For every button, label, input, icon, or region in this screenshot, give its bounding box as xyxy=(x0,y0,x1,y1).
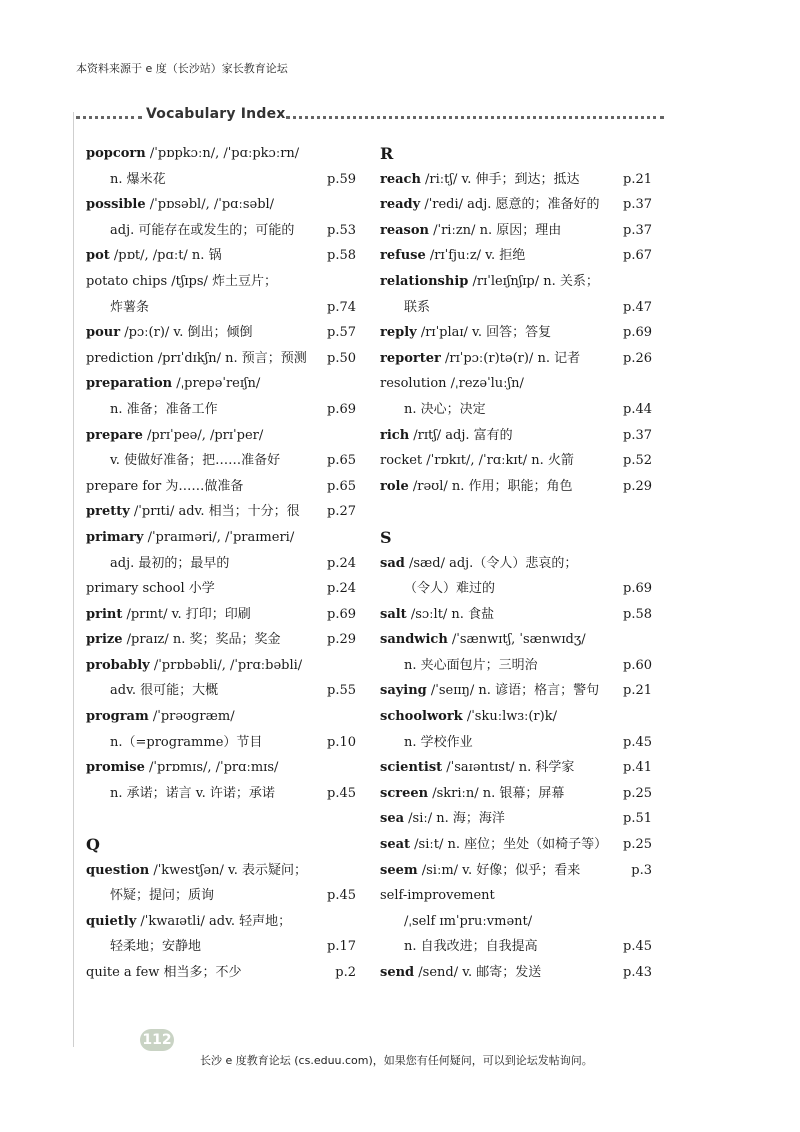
page-ref: p.69 xyxy=(327,606,356,622)
index-entry xyxy=(86,909,356,935)
definition: adj. 可能存在或发生的；可能的 xyxy=(110,222,295,238)
page-ref: p.69 xyxy=(623,581,652,597)
page-ref: p.53 xyxy=(327,222,356,238)
index-entry xyxy=(380,295,652,321)
page-ref: p.37 xyxy=(623,197,652,213)
headword: prediction xyxy=(86,350,154,366)
index-entry xyxy=(86,499,356,525)
entry-text xyxy=(380,218,561,244)
page-ref: p.41 xyxy=(623,760,652,776)
definition: /pɔː(r)/ v. 倒出；倾倒 xyxy=(120,325,253,341)
page-ref: p.45 xyxy=(327,785,356,801)
page-ref: p.45 xyxy=(623,734,652,750)
headword: rocket xyxy=(380,453,423,469)
definition: /rəʊl/ n. 作用；职能；角色 xyxy=(408,478,573,494)
entry-text xyxy=(86,627,281,653)
headword: scientist xyxy=(380,760,443,776)
entry-text xyxy=(86,704,235,730)
index-entry xyxy=(380,781,652,807)
entry-text xyxy=(86,525,294,551)
definition: /ˈkwestʃən/ v. 表示疑问； xyxy=(149,862,308,878)
index-entry xyxy=(380,192,652,218)
headword: salt xyxy=(380,606,407,622)
entry-text xyxy=(380,781,564,807)
entry-text xyxy=(86,934,201,960)
page-ref: p.24 xyxy=(327,555,356,571)
entry-text xyxy=(380,909,532,935)
definition: /ˈrɒkɪt/, /ˈrɑːkɪt/ n. 火箭 xyxy=(422,453,574,469)
headword: pretty xyxy=(86,504,130,520)
definition: n. 学校作业 xyxy=(404,734,473,750)
index-entry xyxy=(380,883,652,909)
entry-text xyxy=(380,167,580,193)
index-entry xyxy=(380,909,652,935)
page-ref: p.57 xyxy=(327,325,356,341)
headword: quietly xyxy=(86,913,137,929)
index-entry xyxy=(86,141,356,167)
page-ref: p.26 xyxy=(623,350,652,366)
index-entry xyxy=(86,397,356,423)
entry-text xyxy=(380,653,538,679)
index-entry xyxy=(380,627,652,653)
entry-text xyxy=(380,269,599,295)
headword: popcorn xyxy=(86,146,146,161)
definition: /rɪtʃ/ adj. 富有的 xyxy=(409,427,513,443)
entry-text xyxy=(86,243,222,269)
page-ref: p.3 xyxy=(631,862,652,878)
headword: print xyxy=(86,606,123,622)
index-entry xyxy=(380,269,652,295)
margin-rule xyxy=(73,112,74,1047)
definition: /prɪˈdɪkʃn/ n. 预言；预测 xyxy=(153,350,307,366)
page-ref: p.59 xyxy=(327,171,356,187)
definition: /skriːn/ n. 银幕；屏幕 xyxy=(428,785,565,801)
index-entry xyxy=(86,474,356,500)
headword: sea xyxy=(380,811,405,827)
entry-text xyxy=(86,781,275,807)
definition: /send/ v. 邮寄；发送 xyxy=(414,965,542,980)
entry-text xyxy=(86,218,294,244)
index-entry xyxy=(380,653,652,679)
entry-text xyxy=(86,269,277,295)
page-ref: p.51 xyxy=(623,811,652,827)
definition: （令人）难过的 xyxy=(404,581,496,597)
index-entry xyxy=(380,858,652,884)
index-entry xyxy=(86,883,356,909)
letter-heading: R xyxy=(380,144,394,163)
definition: /ˈprəʊgræm/ xyxy=(148,709,235,725)
headword: relationship xyxy=(380,273,469,289)
page-ref: p.45 xyxy=(327,888,356,904)
index-entry xyxy=(86,218,356,244)
definition: n.（=programme）节目 xyxy=(110,734,263,750)
index-entry xyxy=(380,934,652,960)
entry-text xyxy=(380,858,580,884)
index-entry xyxy=(380,960,652,986)
spacer xyxy=(380,499,652,525)
headword: sad xyxy=(380,555,405,571)
page-ref: p.44 xyxy=(623,401,652,417)
headword: sandwich xyxy=(380,632,448,648)
index-entry xyxy=(86,678,356,704)
headword: pot xyxy=(86,248,110,264)
entry-text xyxy=(86,576,215,602)
definition: /ˈsænwɪtʃ, ˈsænwɪdʒ/ xyxy=(447,632,586,648)
definition: n. 自我改进；自我提高 xyxy=(404,939,538,955)
page-ref: p.58 xyxy=(327,248,356,264)
definition: /sæd/ adj.（令人）悲哀的； xyxy=(404,555,578,571)
definition: /ˌprepəˈreɪʃn/ xyxy=(172,376,261,392)
page-ref: p.21 xyxy=(623,683,652,699)
entry-text xyxy=(380,934,538,960)
left-column xyxy=(86,141,356,986)
headword: primary school xyxy=(86,581,185,597)
index-entry xyxy=(86,167,356,193)
definition: /siː/ n. 海；海洋 xyxy=(404,811,505,827)
index-entry xyxy=(86,960,356,986)
right-column xyxy=(380,141,652,986)
headword: refuse xyxy=(380,248,426,264)
index-entry xyxy=(86,192,356,218)
index-entry xyxy=(86,371,356,397)
index-entry xyxy=(86,602,356,628)
definition: /ˈskuːlwɜː(r)k/ xyxy=(462,709,557,725)
headword: rich xyxy=(380,427,410,443)
index-entry xyxy=(86,448,356,474)
definition: /prɪnt/ v. 打印；印刷 xyxy=(122,606,251,622)
page-ref: p.69 xyxy=(623,325,652,341)
entry-text xyxy=(86,295,149,321)
source-note: 本资料来源于 e 度（长沙站）家长教育论坛 xyxy=(76,62,288,75)
entry-text xyxy=(380,371,524,397)
page-ref: p.29 xyxy=(327,632,356,648)
headword: primary xyxy=(86,529,144,545)
definition: /ˈredi/ adj. 愿意的；准备好的 xyxy=(420,197,600,213)
definition: n. 准备；准备工作 xyxy=(110,401,218,417)
index-entry xyxy=(380,423,652,449)
headword: reason xyxy=(380,222,429,238)
banner-dots-left xyxy=(76,116,142,119)
entry-text xyxy=(380,704,557,730)
index-entry xyxy=(380,551,652,577)
definition: /praɪz/ n. 奖；奖品；奖金 xyxy=(122,632,281,648)
entry-text xyxy=(86,423,263,449)
page-ref: p.47 xyxy=(623,299,652,315)
definition: /ˈseɪɪŋ/ n. 谚语；格言；警句 xyxy=(426,683,600,699)
index-entry xyxy=(380,730,652,756)
page-ref: p.37 xyxy=(623,427,652,443)
headword: probably xyxy=(86,657,150,673)
index-entry xyxy=(380,320,652,346)
section-banner xyxy=(76,106,666,128)
entry-text xyxy=(380,320,551,346)
definition: /rɪˈleɪʃnʃɪp/ n. 关系； xyxy=(468,273,599,289)
entry-text xyxy=(86,960,242,986)
headword: send xyxy=(380,965,415,980)
index-entry xyxy=(380,474,652,500)
definition: 联系 xyxy=(404,299,431,315)
entry-text xyxy=(86,192,274,218)
index-entry xyxy=(86,576,356,602)
entry-text xyxy=(380,627,586,653)
entry-text xyxy=(86,397,218,423)
definition: /riːtʃ/ v. 伸手；到达；抵达 xyxy=(420,171,580,187)
entry-text xyxy=(380,192,600,218)
definition: /rɪˈpɔː(r)tə(r)/ n. 记者 xyxy=(440,350,581,366)
definition: 小学 xyxy=(184,581,215,597)
index-entry xyxy=(86,346,356,372)
headword: quite a few xyxy=(86,965,160,980)
definition: /tʃɪps/ 炸土豆片； xyxy=(167,273,278,289)
page-ref: p.2 xyxy=(335,965,356,980)
index-entry xyxy=(86,627,356,653)
definition: /ˈprɒmɪs/, /ˈprɑːmɪs/ xyxy=(144,760,279,776)
index-entry xyxy=(86,781,356,807)
spacer xyxy=(86,806,356,832)
entry-text xyxy=(86,602,251,628)
page-ref: p.17 xyxy=(327,939,356,955)
page-ref: p.27 xyxy=(327,504,356,520)
index-entry xyxy=(380,755,652,781)
entry-text xyxy=(86,653,302,679)
index-entry xyxy=(380,832,652,858)
entry-text xyxy=(380,397,486,423)
headword: possible xyxy=(86,197,146,213)
headword: potato chips xyxy=(86,273,168,289)
page-ref: p.25 xyxy=(623,785,652,801)
definition: /ˈprɒbəbli/, /ˈprɑːbəbli/ xyxy=(149,657,303,673)
page-ref: p.45 xyxy=(623,939,652,955)
entry-text xyxy=(86,551,229,577)
definition: 轻柔地；安静地 xyxy=(110,939,202,955)
index-entry xyxy=(380,346,652,372)
page-ref: p.25 xyxy=(623,837,652,853)
headword: preparation xyxy=(86,376,173,392)
page-ref: p.10 xyxy=(327,734,356,750)
entry-text xyxy=(380,346,580,372)
page-ref: p.65 xyxy=(327,478,356,494)
definition: n. 决心；决定 xyxy=(404,401,486,417)
headword: ready xyxy=(380,197,421,213)
entry-text xyxy=(86,858,307,884)
entry-text xyxy=(86,909,291,935)
page-ref: p.29 xyxy=(623,478,652,494)
definition: /ˈsaɪəntɪst/ n. 科学家 xyxy=(442,760,575,776)
index-entry xyxy=(86,269,356,295)
index-entry xyxy=(86,320,356,346)
definition: v. 使做好准备；把……准备好 xyxy=(110,453,281,469)
entry-text xyxy=(86,499,300,525)
headword: schoolwork xyxy=(380,709,463,725)
headword: prepare for xyxy=(86,478,162,494)
entry-text xyxy=(380,678,599,704)
definition: /rɪˈplaɪ/ v. 回答；答复 xyxy=(416,325,552,341)
entry-text xyxy=(380,576,495,602)
index-entry xyxy=(380,167,652,193)
section-title: Vocabulary Index xyxy=(146,106,286,122)
definition: /rɪˈfjuːz/ v. 拒绝 xyxy=(425,248,526,264)
definition: n. 承诺；诺言 v. 许诺；承诺 xyxy=(110,785,275,801)
definition: 为……做准备 xyxy=(161,478,244,494)
index-entry xyxy=(380,218,652,244)
page-ref: p.21 xyxy=(623,171,652,187)
headword: screen xyxy=(380,785,429,801)
entry-text xyxy=(380,832,607,858)
definition: /ˈriːzn/ n. 原因；理由 xyxy=(429,222,562,238)
definition: /sɔːlt/ n. 食盐 xyxy=(406,606,495,622)
page-ref: p.58 xyxy=(623,606,652,622)
headword: pour xyxy=(86,325,121,341)
definition: /ˈpɒsəbl/, /ˈpɑːsəbl/ xyxy=(145,197,275,213)
entry-text xyxy=(380,551,577,577)
definition: n. 爆米花 xyxy=(110,171,166,187)
definition: 炸薯条 xyxy=(110,299,150,315)
entry-text xyxy=(380,295,430,321)
index-entry xyxy=(86,551,356,577)
index-entry xyxy=(380,448,652,474)
page-ref: p.55 xyxy=(327,683,356,699)
index-entry xyxy=(380,806,652,832)
entry-text xyxy=(380,806,505,832)
headword: reach xyxy=(380,171,421,187)
index-entry xyxy=(86,525,356,551)
headword: reply xyxy=(380,325,417,341)
headword: seem xyxy=(380,862,418,878)
index-entry xyxy=(380,371,652,397)
page-ref: p.65 xyxy=(327,453,356,469)
headword: prepare xyxy=(86,427,143,443)
page-ref: p.69 xyxy=(327,401,356,417)
definition: /prɪˈpeə/, /prɪˈper/ xyxy=(142,427,264,443)
definition: 怀疑；提问；质询 xyxy=(110,888,215,904)
footer-note: 长沙 e 度教育论坛 (cs.eduu.com)，如果您有任何疑问，可以到论坛发帖询问。 xyxy=(200,1054,593,1067)
entry-text xyxy=(86,474,243,500)
entry-text xyxy=(380,883,495,909)
page-number: 112 xyxy=(140,1029,174,1051)
entry-text xyxy=(86,448,280,474)
index-entry xyxy=(86,295,356,321)
definition: adv. 很可能；大概 xyxy=(110,683,219,699)
index-entry xyxy=(86,755,356,781)
letter-heading: S xyxy=(380,527,392,547)
definition: /ˈprɪti/ adv. 相当；十分；很 xyxy=(129,504,300,520)
entry-text xyxy=(380,448,574,474)
headword: seat xyxy=(380,837,411,853)
page-ref: p.43 xyxy=(623,965,652,980)
entry-text xyxy=(86,883,214,909)
definition: n. 夹心面包片；三明治 xyxy=(404,657,538,673)
entry-text xyxy=(380,243,525,269)
page-ref: p.50 xyxy=(327,350,356,366)
headword: program xyxy=(86,709,149,725)
entry-text xyxy=(380,474,573,500)
page-ref: p.24 xyxy=(327,581,356,597)
definition: /pɒt/, /pɑːt/ n. 锅 xyxy=(109,248,222,264)
index-entry xyxy=(86,423,356,449)
page-ref: p.60 xyxy=(623,657,652,673)
page-ref: p.37 xyxy=(623,222,652,238)
entry-text xyxy=(86,141,299,167)
index-entry xyxy=(86,704,356,730)
index-entry xyxy=(86,653,356,679)
banner-dots-right xyxy=(286,116,664,119)
index-entry xyxy=(380,602,652,628)
entry-text xyxy=(380,755,574,781)
entry-text xyxy=(86,346,307,372)
definition: /ˈpɒpkɔːn/, /ˈpɑːpkɔːrn/ xyxy=(145,146,300,161)
definition: /ˈpraɪməri/, /ˈpraɪmeri/ xyxy=(143,529,295,545)
entry-text xyxy=(86,678,218,704)
entry-text xyxy=(86,730,262,756)
index-entry xyxy=(380,704,652,730)
page-ref: p.74 xyxy=(327,299,356,315)
definition: /ˌself ɪmˈpruːvmənt/ xyxy=(404,913,533,929)
index-entry xyxy=(86,730,356,756)
index-entry xyxy=(86,858,356,884)
entry-text xyxy=(86,755,278,781)
entry-text xyxy=(86,167,166,193)
page-ref: p.52 xyxy=(623,453,652,469)
index-entry xyxy=(86,934,356,960)
headword: prize xyxy=(86,632,123,648)
entry-text xyxy=(86,320,253,346)
index-entry xyxy=(380,576,652,602)
entry-text xyxy=(380,602,494,628)
headword: resolution xyxy=(380,376,447,392)
entry-text xyxy=(380,730,473,756)
headword: self-improvement xyxy=(380,888,495,904)
definition: /siːt/ n. 座位；坐处（如椅子等） xyxy=(410,837,608,853)
definition: 相当多；不少 xyxy=(159,965,242,980)
headword: promise xyxy=(86,760,145,776)
entry-text xyxy=(380,960,541,986)
headword: role xyxy=(380,478,409,494)
entry-text xyxy=(86,371,260,397)
index-entry xyxy=(380,397,652,423)
definition: adj. 最初的；最早的 xyxy=(110,555,230,571)
definition: /ˈkwaɪətli/ adv. 轻声地； xyxy=(136,913,292,929)
index-entry xyxy=(86,243,356,269)
index-entry xyxy=(380,243,652,269)
definition: /siːm/ v. 好像；似乎；看来 xyxy=(417,862,581,878)
entry-text xyxy=(380,423,513,449)
headword: reporter xyxy=(380,350,441,366)
index-entry xyxy=(380,678,652,704)
letter-heading: Q xyxy=(86,835,100,855)
definition: /ˌrezəˈluːʃn/ xyxy=(446,376,524,392)
headword: question xyxy=(86,862,150,878)
page-ref: p.67 xyxy=(623,248,652,264)
headword: saying xyxy=(380,683,427,699)
